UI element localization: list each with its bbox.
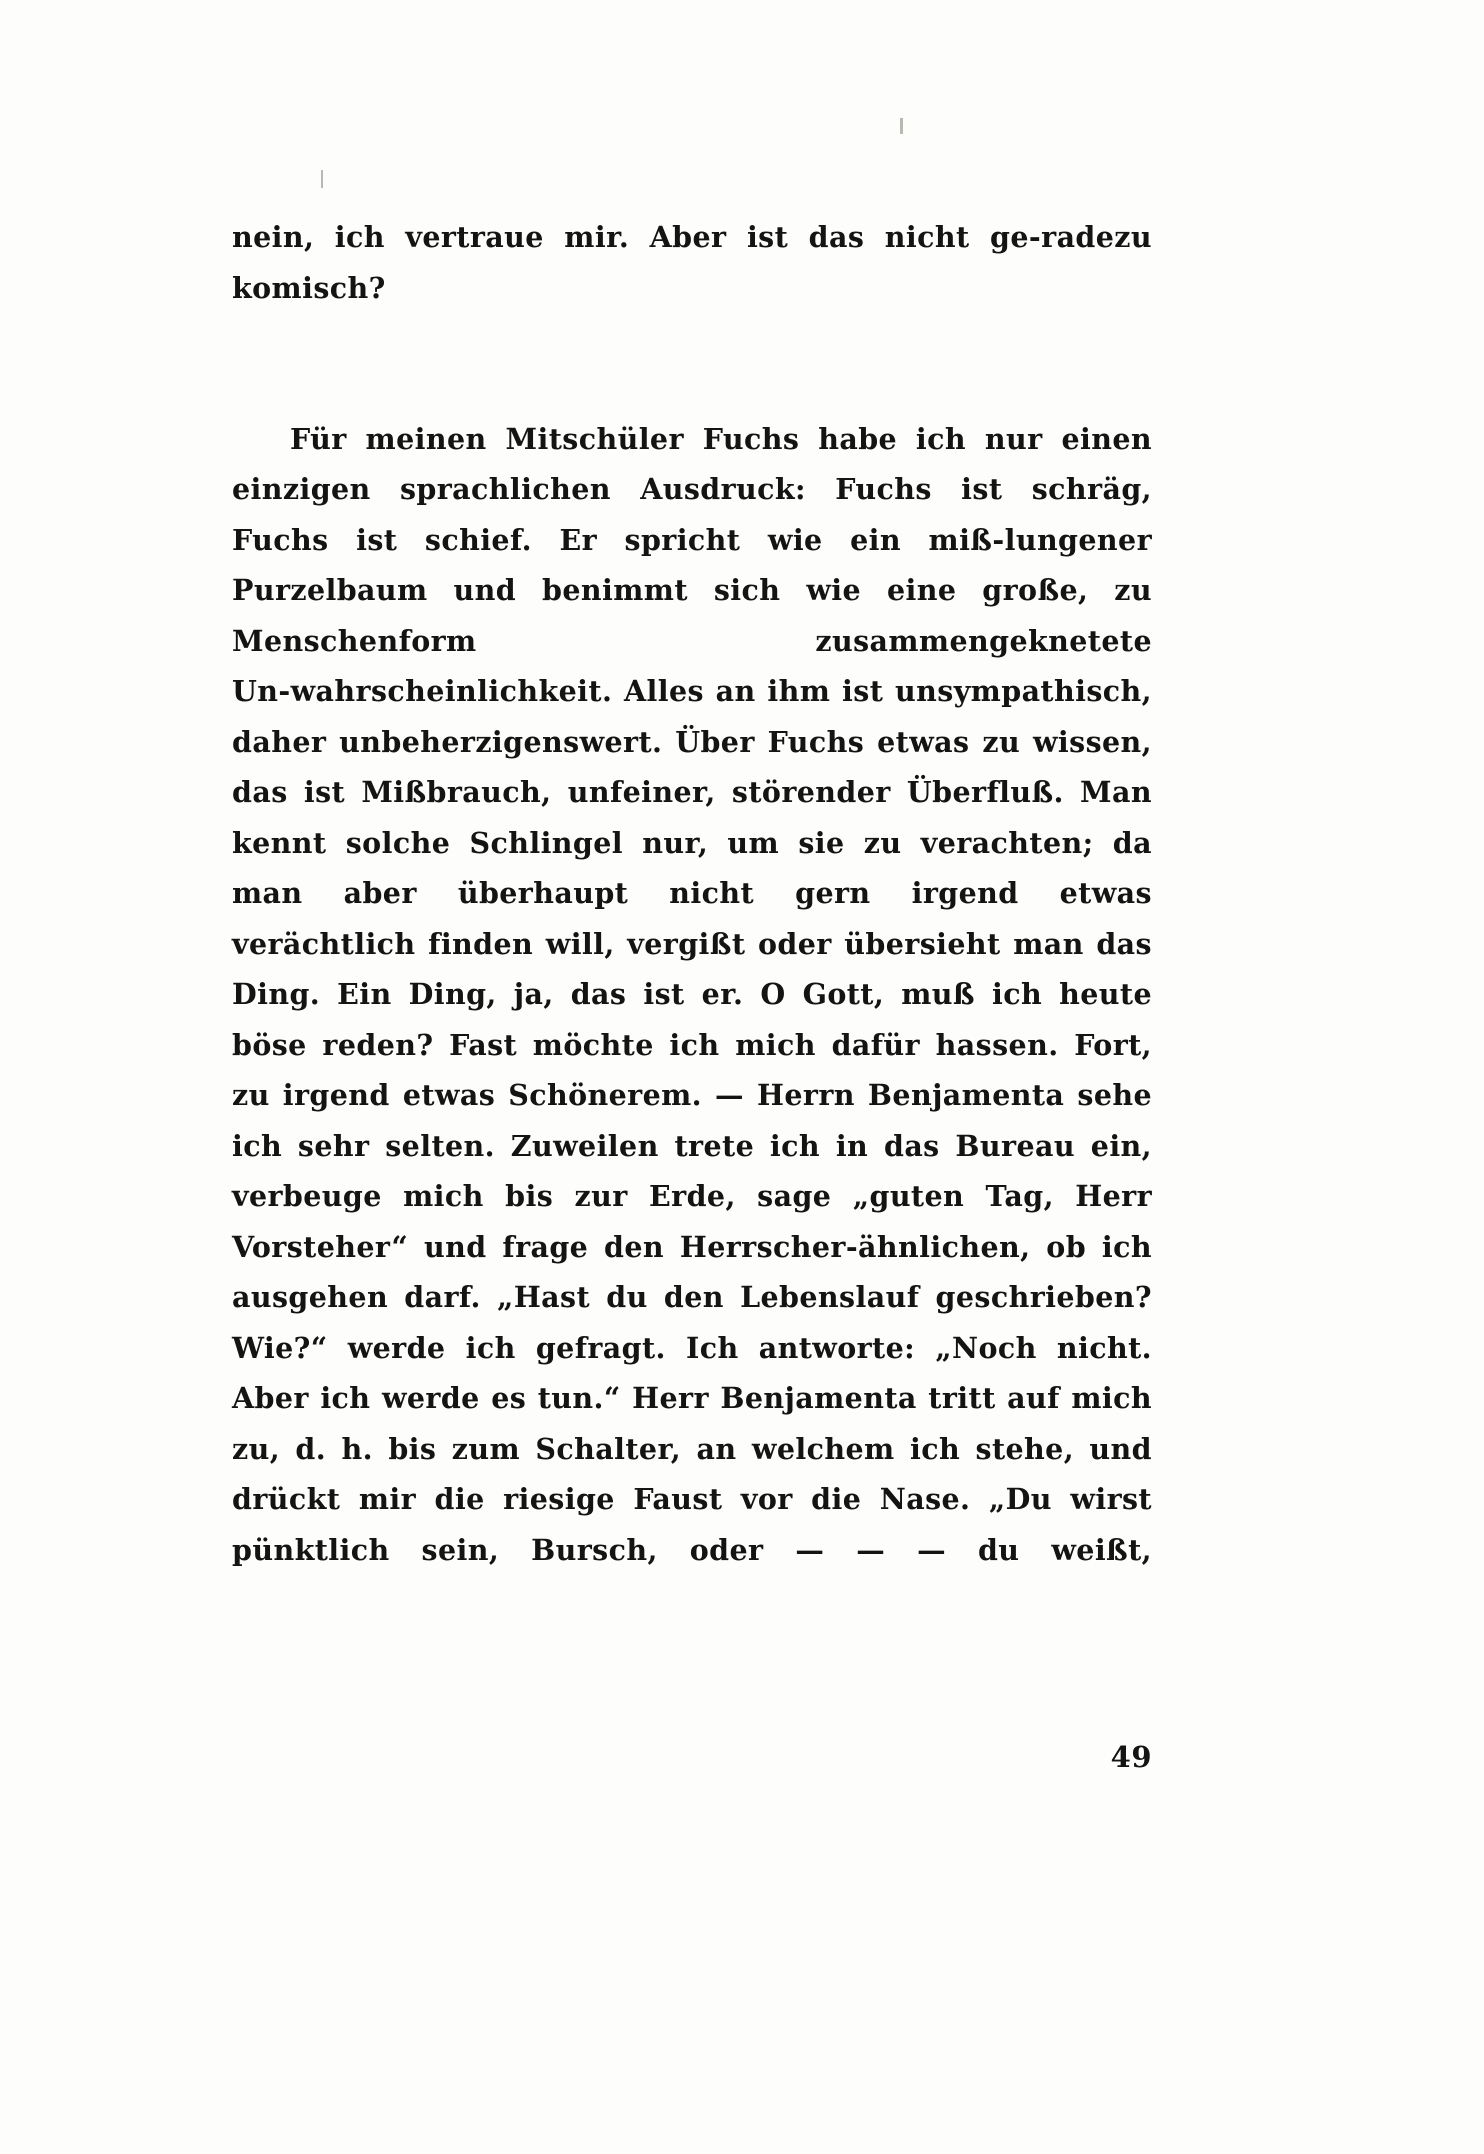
scan-artifact-mark: [321, 170, 323, 188]
paragraph-continued: nein, ich vertraue mir. Aber ist das nicht ge‑radezu komisch?: [232, 220, 1152, 305]
scan-artifact-mark: [900, 118, 903, 134]
body-text: [232, 212, 1152, 1626]
page-number: 49: [1110, 1740, 1152, 1774]
paragraph-fuchs: Für meinen Mitschüler Fuchs habe ich nur einen einzigen sprachlichen Ausdruck: Fuchs ist schräg, Fuchs ist schief. Er spricht wie ein miß‑lungener Purzelbaum und benimmt sich wie eine große, zu Menschenform zusammengeknetete Un‑wahrscheinlichkeit. Alles an ihm ist unsympathisch, daher unbeherzigenswert. Über Fuchs etwas zu wissen, das ist Mißbrauch, unfeiner, störender Überfluß. Man kennt solche Schlingel nur, um sie zu verachten; da man aber überhaupt nicht gern irgend etwas verächtlich finden will, vergißt oder übersieht man das Ding. Ein Ding, ja, das ist er. O Gott, muß ich heute böse reden? Fast möchte ich mich dafür hassen. Fort, zu irgend etwas Schönerem. — Herrn Benjamenta sehe ich sehr selten. Zuweilen trete ich in das Bureau ein, verbeuge mich bis zur Erde, sage „guten Tag, Herr Vorsteher“ und frage den Herrscher‑ähnlichen, ob ich ausgehen darf. „Hast du den Lebenslauf geschrieben? Wie?“ werde ich gefragt. Ich antworte: „Noch nicht. Aber ich werde es tun.“ Herr Benjamenta tritt auf mich zu, d. h. bis zum Schalter, an welchem ich stehe, und drückt mir die riesige Faust vor die Nase. „Du wirst pünktlich sein, Bursch, oder — — — du weißt,: [232, 421, 1152, 1567]
